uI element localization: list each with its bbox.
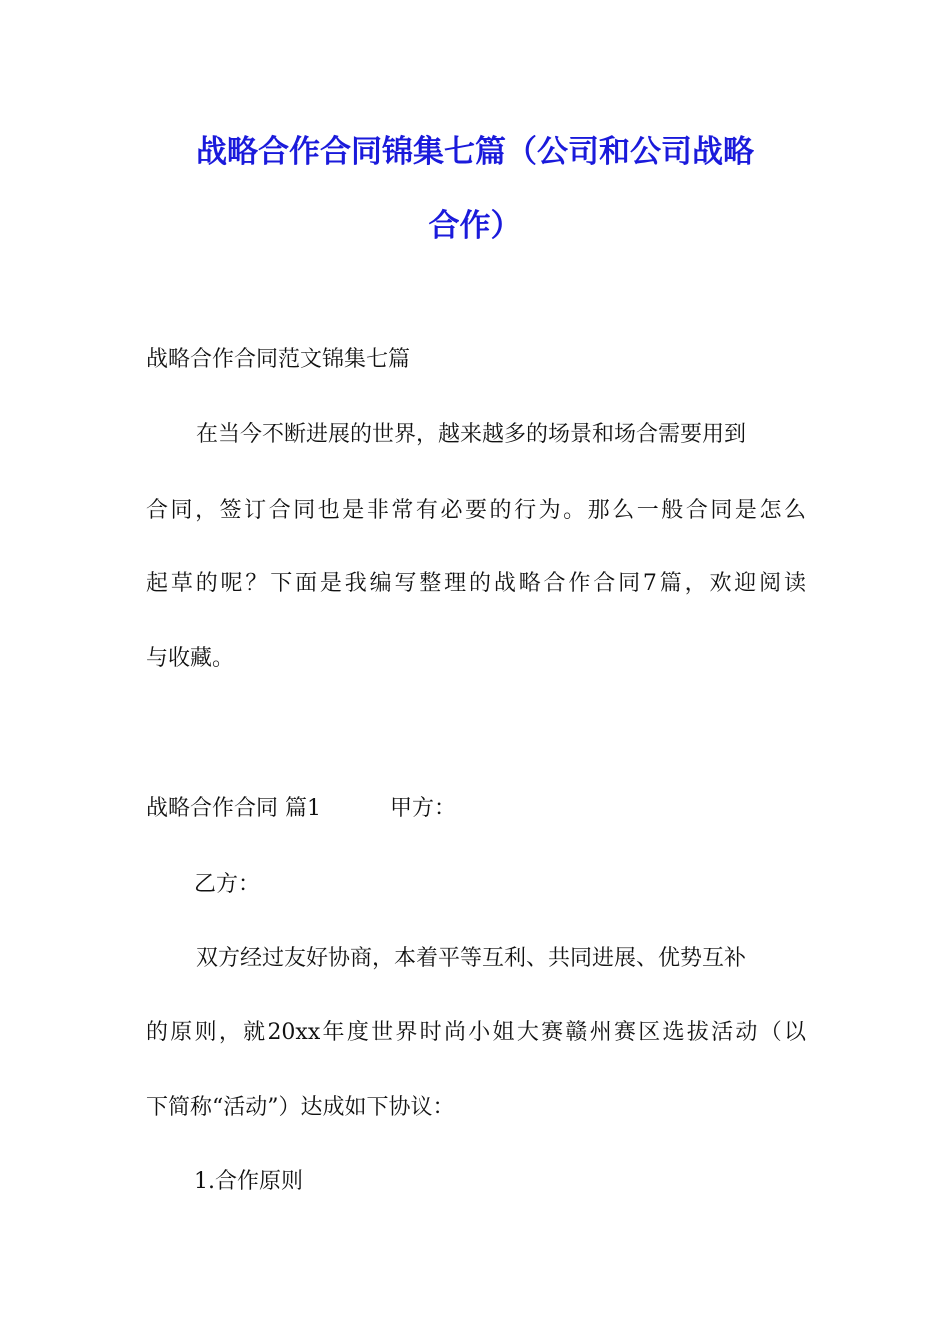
document-title-line-2: 合作） (428, 208, 522, 244)
list-item-1: 1.合作原则 (194, 1169, 303, 1194)
intro-line-1: 在当今不断进展的世界，越来越多的场景和场合需要用到 (196, 422, 747, 447)
intro-line-3: 起草的呢？下面是我编写整理的战略合作合同7篇，欢迎阅读 (146, 571, 806, 596)
intro-line-2: 合同，签订合同也是非常有必要的行为。那么一般合同是怎么 (146, 498, 806, 523)
party-b-label: 乙方： (194, 872, 261, 897)
document-title-line-1: 战略合作合同锦集七篇（公司和公司战略 (196, 134, 754, 170)
intro-line-4: 与收藏。 (146, 646, 235, 671)
paragraph-1-line-3: 下简称“活动”）达成如下协议： (146, 1095, 455, 1120)
paragraph-1-line-1: 双方经过友好协商，本着平等互利、共同进展、优势互补 (196, 946, 747, 971)
section-heading: 战略合作合同 篇1 (146, 796, 321, 821)
party-a-label: 甲方： (390, 796, 457, 821)
document-subtitle: 战略合作合同范文锦集七篇 (146, 347, 411, 372)
paragraph-1-line-2: 的原则，就20xx年度世界时尚小姐大赛赣州赛区选拔活动（以 (146, 1020, 806, 1045)
